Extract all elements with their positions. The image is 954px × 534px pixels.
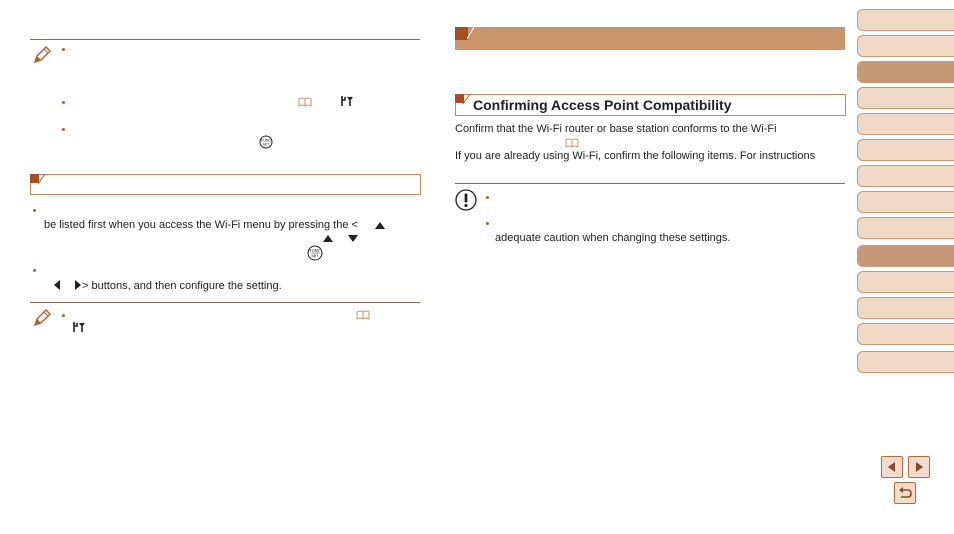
sidebar-tab-9[interactable]: [857, 217, 954, 239]
section-slash: [38, 173, 46, 185]
note-divider-2: [30, 302, 420, 303]
sidebar-tab-14[interactable]: [857, 351, 954, 373]
sidebar-tab-4[interactable]: [857, 87, 954, 109]
note-divider: [30, 39, 420, 40]
section-item-2-line2: > buttons, and then configure the setting.: [82, 280, 282, 292]
caution-icon: [455, 189, 477, 211]
caution-divider: [455, 183, 845, 184]
book-icon[interactable]: [298, 97, 312, 107]
sidebar-tab-6[interactable]: [857, 139, 954, 161]
svg-text:SET: SET: [262, 142, 270, 147]
pencil-icon: [32, 44, 52, 66]
section-item-bullet-1: [33, 209, 36, 212]
return-icon: [897, 485, 913, 501]
section-slash: [463, 93, 471, 105]
sidebar-tab-13[interactable]: [857, 323, 954, 345]
svg-text:SET: SET: [311, 253, 319, 258]
svg-text:FUNC: FUNC: [261, 138, 271, 143]
sidebar-tab-2[interactable]: [857, 35, 954, 57]
sidebar-tab-7[interactable]: [857, 165, 954, 187]
sidebar-tab-12[interactable]: [857, 297, 954, 319]
wrench-icon: [340, 96, 353, 107]
subsection-header: [455, 94, 846, 116]
sidebar-tab-8[interactable]: [857, 191, 954, 213]
paragraph-1: Confirm that the Wi-Fi router or base station conforms to the Wi-Fi: [455, 123, 777, 135]
return-button[interactable]: [894, 482, 916, 504]
note-bullet-1: [62, 48, 65, 51]
left-section-header: [30, 174, 421, 195]
paragraph-2: If you are already using Wi-Fi, confirm the following items. For instructions: [455, 150, 816, 162]
prev-page-button[interactable]: [881, 456, 903, 478]
caution-bullet-1: [486, 196, 489, 199]
func-set-icon: [259, 135, 273, 149]
sidebar-tab-10[interactable]: [857, 245, 954, 267]
section-item-bullet-2: [33, 269, 36, 272]
note-bullet-3: [62, 128, 65, 131]
svg-text:FUNC: FUNC: [309, 248, 321, 254]
section-slash: [467, 26, 475, 40]
arrow-up-icon: [375, 222, 385, 229]
next-page-button[interactable]: [908, 456, 930, 478]
sidebar-tab-3[interactable]: [857, 61, 954, 83]
book-icon[interactable]: [565, 138, 579, 148]
sidebar-tab-1[interactable]: [857, 9, 954, 31]
book-icon[interactable]: [356, 310, 370, 320]
note-bullet-2: [62, 101, 65, 104]
sidebar-tab-5[interactable]: [857, 113, 954, 135]
caution-bullet-2: [486, 222, 489, 225]
pencil-icon: [32, 307, 52, 329]
arrow-left-icon: [54, 280, 60, 290]
func-set-icon: [307, 245, 323, 261]
section-item-1-line2: be listed first when you access the Wi-Fi menu by pressing the <: [44, 219, 358, 231]
right-header-bar: [455, 27, 845, 50]
caution-text-line2: adequate caution when changing these settings.: [495, 232, 731, 244]
arrow-right-icon: [916, 462, 923, 472]
note-bullet-4: [62, 314, 65, 317]
subsection-title: Confirming Access Point Compatibility: [473, 97, 732, 113]
sidebar-tab-11[interactable]: [857, 271, 954, 293]
arrow-right-icon: [75, 280, 81, 290]
arrow-left-icon: [888, 462, 895, 472]
arrow-up-icon: [323, 235, 333, 242]
wrench-icon: [72, 322, 85, 333]
arrow-down-icon: [348, 235, 358, 242]
